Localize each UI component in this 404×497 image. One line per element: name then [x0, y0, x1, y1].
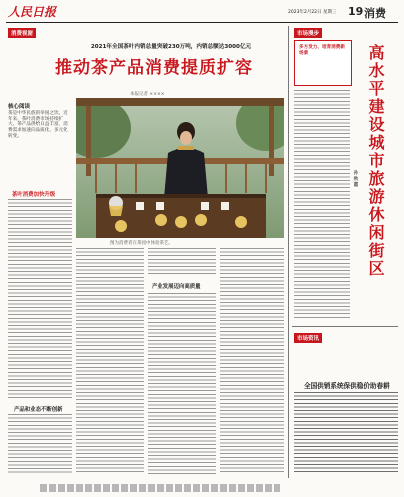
issue-date: 2023年2月22日 星期三 — [288, 10, 337, 15]
subhead-quality-development: 产业发展迈向高质量 — [152, 284, 201, 290]
text-block — [8, 414, 72, 474]
subhead-consumption-upgrade: 茶叶消费加快升级 — [12, 192, 56, 198]
summary-label: 核心阅读 — [8, 104, 31, 110]
news-headline: 全国供销系统保供稳价助春耕 — [304, 382, 390, 390]
byline: 本报记者 ×××× — [130, 92, 165, 97]
text-block — [294, 90, 350, 320]
summary-box — [8, 98, 72, 188]
page-number: 19 — [348, 5, 364, 18]
column-divider — [288, 26, 289, 478]
text-block — [8, 199, 72, 399]
text-block — [294, 392, 398, 474]
masthead-rule — [6, 22, 398, 23]
right-section-rule — [292, 326, 398, 327]
commentary-headline: 高水平建设城市旅游休闲街区 — [366, 44, 385, 278]
text-block — [220, 248, 284, 474]
article-subheading: 2021年全国茶叶内销总量突破230万吨，内销总额达3000亿元 — [90, 44, 252, 50]
section-tag-market-news: 市场资讯 — [294, 333, 322, 343]
masthead — [0, 0, 404, 24]
tea-ceremony-photo — [76, 98, 284, 238]
text-block — [148, 248, 216, 276]
section-tag-consumption-window: 消费视窗 — [8, 28, 36, 38]
subhead-product-innovation: 产品和业态不断创新 — [14, 407, 63, 413]
tag-box — [294, 40, 352, 86]
newspaper-logo: 人民日报 — [8, 5, 57, 19]
section-tag-market-walk: 市场漫步 — [294, 28, 322, 38]
commentary-author: 孙 秋 霞 — [353, 170, 358, 187]
article-headline: 推动茶产品消费提质扩容 — [55, 58, 253, 78]
text-block — [76, 248, 144, 474]
bottom-teaser-band — [40, 484, 280, 492]
text-block — [148, 293, 216, 474]
summary-text: 茶是中华民族的举国之饮。近年来，茶叶消费市场持续扩大，茶产品供给日益丰富，消费需求加速向品质化、多元化转变。 — [8, 111, 68, 139]
photo-caption: 图为消费者在茶园中体验茶艺。 — [110, 241, 173, 246]
tag-box-text: 多方发力、培育消费新场景 — [299, 45, 345, 56]
section-name: 消费 — [364, 7, 386, 20]
